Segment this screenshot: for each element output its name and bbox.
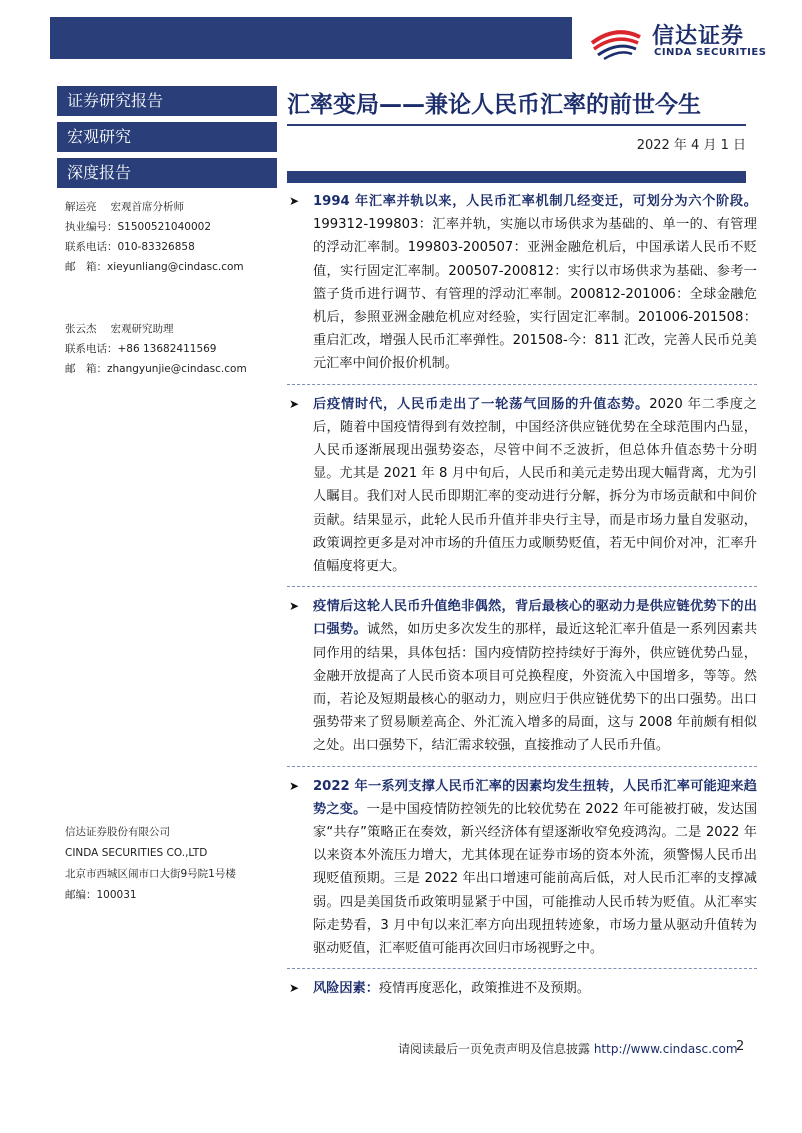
analyst-phone: 联系电话：010-83326858 <box>65 241 195 253</box>
report-date: 2022 年 4 月 1 日 <box>636 138 746 153</box>
analyst-phone: 联系电话：+86 13682411569 <box>65 343 217 355</box>
company-info <box>65 822 236 906</box>
bullet-lead: 后疫情时代，人民币走出了一轮荡气回肠的升值态势。 <box>313 396 650 412</box>
analyst-email-label: 邮 箱： <box>65 363 107 375</box>
analyst-card-1 <box>65 197 280 277</box>
bullet-body: 2020 年二季度之后，随着中国疫情得到有效控制，中国经济供应链优势在全球范围内凸显，人民币逐渐展现出强势姿态，尽管中间不乏波折，但总体升值态势十分明显。尤其是 2021 年 8 月中旬后，人民币和美元走势出现大幅背离，尤为引人瞩目。我们对人民币即期汇率的变动进行分解，拆分为市场贡献和中间价贡献。结果显示，此轮人民币升值并非央行主导，而是市场力量自发驱动，政策调控更多是对冲市场的升值压力或顺势贬值，若无中间价对冲，汇率升值幅度将更大。 <box>313 396 757 575</box>
dashed-divider <box>287 968 757 969</box>
summary-bullet <box>287 595 757 757</box>
company-postcode: 邮编：100031 <box>65 889 137 901</box>
brand-name-cn: 信达证券 <box>652 24 745 49</box>
sidebar <box>57 86 277 194</box>
analyst-license: 执业编号：S1500521040002 <box>65 221 212 233</box>
bullet-body: 199312-199803：汇率并轨，实施以市场供求为基础的、单一的、有管理的浮动汇率制。199803-200507：亚洲金融危机后，中国承诺人民币不贬值，实行固定汇率制。200507-200812：实行以市场供求为基础、参考一篮子货币进行调节、有管理的浮动汇率制。200812-201006：全球金融危机后，参照亚洲金融危机应对经验，实行固定汇率制。201006-201508：重启汇改，增强人民币汇率弹性。201508-今：811 汇改，完善人民币兑美元汇率中间价报价机制。 <box>313 217 757 372</box>
sidebar-box-report-type: 证券研究报告 <box>57 86 277 116</box>
report-title: 汇率变局——兼论人民币汇率的前世今生 <box>287 92 701 118</box>
cinda-logo-icon <box>588 19 644 61</box>
arrow-bullet-icon: ➤ <box>289 599 300 614</box>
analyst-title: 宏观研究助理 <box>110 323 174 335</box>
sidebar-box-category: 宏观研究 <box>57 122 277 152</box>
arrow-bullet-icon: ➤ <box>289 194 300 208</box>
analyst-email[interactable]: zhangyunjie@cindasc.com <box>107 363 247 375</box>
header-bar <box>50 17 572 59</box>
bullet-lead: 风险因素： <box>313 981 379 997</box>
date-band <box>287 171 746 183</box>
title-underline <box>287 124 746 126</box>
analyst-name: 解运亮 <box>65 201 97 213</box>
company-name-en: CINDA SECURITIES CO.,LTD <box>65 847 208 859</box>
bullet-body: 诚然，如历史多次发生的那样，最近这轮汇率升值是一系列因素共同作用的结果，具体包括：国内疫情防控持续好于海外，供应链优势凸显，金融开放提高了人民币资本项目可兑换程度，外资流入中国增多，等等。然而，若论及短期最核心的驱动力，则应归于供应链优势下的出口强势。出口强势带来了贸易顺差高企、外汇流入增多的局面，这与 2008 年前颇有相似之处。出口强势下，结汇需求较强，直接推动了人民币升值。 <box>313 622 758 754</box>
analyst-email[interactable]: xieyunliang@cindasc.com <box>107 261 244 273</box>
summary-bullet <box>287 190 757 376</box>
summary-content <box>287 190 757 1001</box>
page-footer <box>398 1040 738 1057</box>
arrow-bullet-icon: ➤ <box>289 778 300 793</box>
summary-bullet <box>287 393 757 579</box>
analyst-card-2 <box>65 319 280 379</box>
bullet-lead: 2022 年一系列支撑人民币汇率的因素均发生扭转，人民币汇率可能迎来趋势之变。 <box>313 778 757 817</box>
brand-logo <box>588 17 788 63</box>
analyst-title: 宏观首席分析师 <box>110 201 184 213</box>
dashed-divider <box>287 766 757 767</box>
arrow-bullet-icon: ➤ <box>289 981 300 996</box>
summary-bullet <box>287 775 757 961</box>
bullet-lead: 1994 年汇率并轨以来，人民币汇率机制几经变迁，可划分为六个阶段。 <box>313 194 757 209</box>
disclaimer-text: 请阅读最后一页免责声明及信息披露 <box>398 1042 594 1056</box>
analyst-email-label: 邮 箱： <box>65 261 107 273</box>
dashed-divider <box>287 384 757 385</box>
dashed-divider <box>287 586 757 587</box>
website-link[interactable]: http://www.cindasc.com <box>593 1042 738 1056</box>
arrow-bullet-icon: ➤ <box>289 396 300 411</box>
bullet-body: 疫情再度恶化，政策推进不及预期。 <box>378 981 590 997</box>
bullet-lead: 疫情后这轮人民币升值绝非偶然，背后最核心的驱动力是供应链优势下的出口强势。 <box>313 599 757 638</box>
company-name-cn: 信达证券股份有限公司 <box>65 826 170 838</box>
summary-bullet <box>287 977 757 1000</box>
analyst-name: 张云杰 <box>65 323 97 335</box>
bullet-body: 一是中国疫情防控领先的比较优势在 2022 年可能被打破，发达国家“共存”策略正在奏效，新兴经济体有望逐渐收窄免疫鸿沟。二是 2022 年以来资本外流压力增大，尤其体现在证券市场的资本外流，须警惕人民币出现贬值预期。三是 2022 年出口增速可能前高后低，对人民币汇率的支撑减弱。四是美国货币政策明显紧于中国，可能推动人民币转为贬值。从汇率实际走势看，3 月中旬以来汇率方向出现扭转迹象，市场力量从驱动升值转为驱动贬值，汇率贬值可能再次回归市场视野之中。 <box>313 801 758 957</box>
sidebar-box-depth: 深度报告 <box>57 158 277 188</box>
brand-name-en: CINDA SECURITIES <box>654 47 767 58</box>
page-number: 2 <box>736 1039 745 1054</box>
company-address: 北京市西城区闹市口大街9号院1号楼 <box>65 868 236 880</box>
